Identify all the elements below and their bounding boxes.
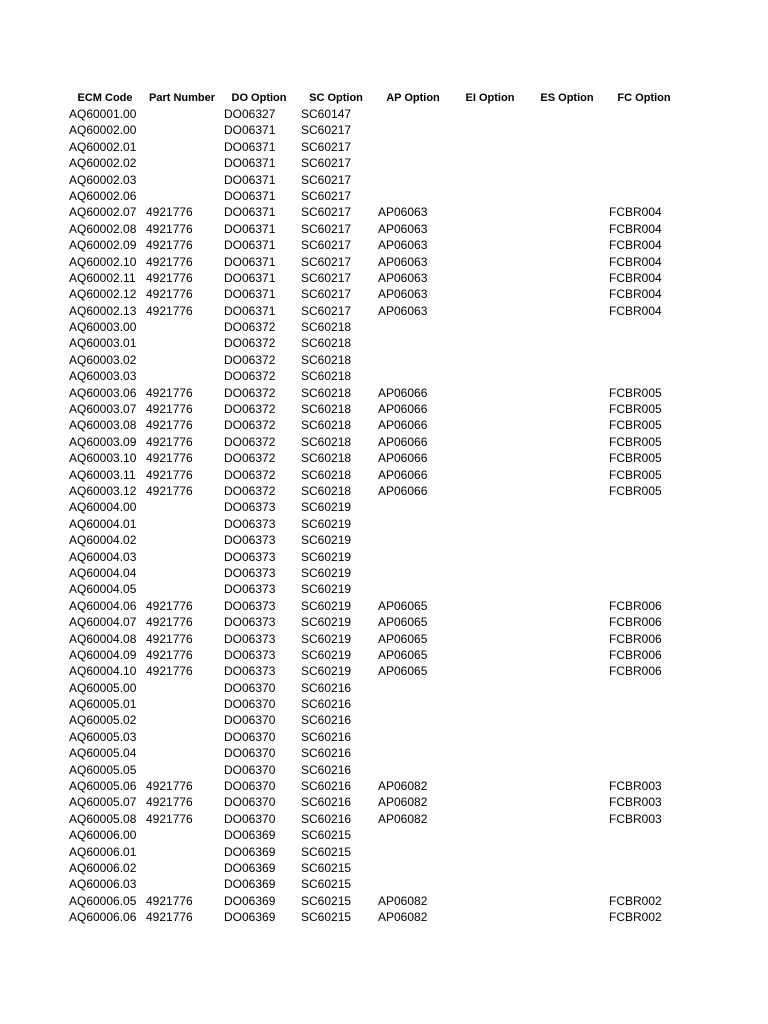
table-row <box>0 467 768 483</box>
table-row <box>0 876 768 892</box>
table-row <box>0 286 768 302</box>
ecm-code-cell: AQ60003.09 <box>69 434 137 449</box>
do-option-cell: DO06370 <box>224 762 276 777</box>
ecm-code-cell: AQ60003.00 <box>69 320 137 335</box>
ecm-code-cell: AQ60002.06 <box>69 188 137 203</box>
table-row <box>0 581 768 597</box>
table-row <box>0 549 768 565</box>
do-option-cell: DO06369 <box>224 828 276 843</box>
ap-option-cell: AP06063 <box>378 270 428 285</box>
fc-option-cell: FCBR004 <box>609 238 662 253</box>
do-option-cell: DO06370 <box>224 746 276 761</box>
ap-option-cell: AP06063 <box>378 205 428 220</box>
do-option-cell: DO06370 <box>224 697 276 712</box>
fc-option-cell: FCBR003 <box>609 795 662 810</box>
sc-option-cell: SC60216 <box>301 746 352 761</box>
do-option-cell: DO06373 <box>224 516 276 531</box>
table-row <box>0 385 768 401</box>
header-ecm-code: ECM Code <box>77 92 133 104</box>
fc-option-cell: FCBR005 <box>609 483 662 498</box>
sc-option-cell: SC60215 <box>301 893 352 908</box>
ecm-code-cell: AQ60005.08 <box>69 811 137 826</box>
sc-option-cell: SC60217 <box>301 123 352 138</box>
sc-option-cell: SC60218 <box>301 320 352 335</box>
part-number-cell: 4921776 <box>146 893 193 908</box>
do-option-cell: DO06373 <box>224 565 276 580</box>
do-option-cell: DO06372 <box>224 434 276 449</box>
sc-option-cell: SC60215 <box>301 844 352 859</box>
table-row <box>0 712 768 728</box>
sc-option-cell: SC60218 <box>301 434 352 449</box>
sc-option-cell: SC60219 <box>301 664 352 679</box>
part-number-cell: 4921776 <box>146 811 193 826</box>
table-row <box>0 745 768 761</box>
ap-option-cell: AP06063 <box>378 287 428 302</box>
ecm-code-cell: AQ60006.01 <box>69 844 137 859</box>
sc-option-cell: SC60216 <box>301 680 352 695</box>
sc-option-cell: SC60219 <box>301 598 352 613</box>
ecm-code-cell: AQ60006.00 <box>69 828 137 843</box>
ap-option-cell: AP06066 <box>378 483 428 498</box>
ecm-code-cell: AQ60004.10 <box>69 664 137 679</box>
do-option-cell: DO06370 <box>224 713 276 728</box>
fc-option-cell: FCBR003 <box>609 811 662 826</box>
table-body <box>0 106 768 926</box>
sc-option-cell: SC60219 <box>301 565 352 580</box>
ap-option-cell: AP06063 <box>378 254 428 269</box>
sc-option-cell: SC60217 <box>301 172 352 187</box>
table-row <box>0 762 768 778</box>
do-option-cell: DO06373 <box>224 582 276 597</box>
ap-option-cell: AP06082 <box>378 811 428 826</box>
ecm-code-cell: AQ60002.09 <box>69 238 137 253</box>
ecm-code-cell: AQ60003.11 <box>69 467 136 482</box>
table-row <box>0 139 768 155</box>
table-row <box>0 729 768 745</box>
ecm-code-cell: AQ60003.01 <box>69 336 137 351</box>
header-es-option: ES Option <box>540 92 594 104</box>
sc-option-cell: SC60219 <box>301 615 352 630</box>
sc-option-cell: SC60217 <box>301 303 352 318</box>
do-option-cell: DO06369 <box>224 860 276 875</box>
sc-option-cell: SC60217 <box>301 238 352 253</box>
sc-option-cell: SC60218 <box>301 451 352 466</box>
part-number-cell: 4921776 <box>146 598 193 613</box>
header-sc-option: SC Option <box>309 92 363 104</box>
sc-option-cell: SC60218 <box>301 402 352 417</box>
table-row <box>0 565 768 581</box>
part-number-cell: 4921776 <box>146 402 193 417</box>
do-option-cell: DO06373 <box>224 664 276 679</box>
fc-option-cell: FCBR005 <box>609 385 662 400</box>
sc-option-cell: SC60219 <box>301 533 352 548</box>
do-option-cell: DO06371 <box>224 287 276 302</box>
do-option-cell: DO06373 <box>224 615 276 630</box>
part-number-cell: 4921776 <box>146 221 193 236</box>
do-option-cell: DO06369 <box>224 877 276 892</box>
do-option-cell: DO06369 <box>224 910 276 925</box>
part-number-cell: 4921776 <box>146 287 193 302</box>
table-row <box>0 778 768 794</box>
table-row <box>0 516 768 532</box>
part-number-cell: 4921776 <box>146 779 193 794</box>
ecm-code-cell: AQ60004.02 <box>69 533 137 548</box>
table-row <box>0 844 768 860</box>
ap-option-cell: AP06066 <box>378 451 428 466</box>
part-number-cell: 4921776 <box>146 647 193 662</box>
fc-option-cell: FCBR005 <box>609 402 662 417</box>
sc-option-cell: SC60216 <box>301 713 352 728</box>
ecm-code-cell: AQ60003.08 <box>69 418 137 433</box>
part-number-cell: 4921776 <box>146 795 193 810</box>
fc-option-cell: FCBR004 <box>609 270 662 285</box>
do-option-cell: DO06373 <box>224 549 276 564</box>
ecm-code-cell: AQ60005.01 <box>69 697 137 712</box>
table-header-row <box>0 90 768 106</box>
table-row <box>0 483 768 499</box>
header-part-number: Part Number <box>148 92 216 104</box>
do-option-cell: DO06327 <box>224 107 276 121</box>
ecm-code-cell: AQ60004.06 <box>69 598 137 613</box>
do-option-cell: DO06372 <box>224 385 276 400</box>
table-row <box>0 122 768 138</box>
table-row <box>0 335 768 351</box>
table-row <box>0 860 768 876</box>
do-option-cell: DO06371 <box>224 123 276 138</box>
do-option-cell: DO06373 <box>224 647 276 662</box>
fc-option-cell: FCBR005 <box>609 467 662 482</box>
do-option-cell: DO06371 <box>224 172 276 187</box>
table-row <box>0 237 768 253</box>
ecm-code-cell: AQ60003.10 <box>69 451 137 466</box>
do-option-cell: DO06371 <box>224 221 276 236</box>
ap-option-cell: AP06082 <box>378 779 428 794</box>
sc-option-cell: SC60217 <box>301 287 352 302</box>
sc-option-cell: SC60216 <box>301 697 352 712</box>
fc-option-cell: FCBR003 <box>609 779 662 794</box>
ecm-code-cell: AQ60002.00 <box>69 123 137 138</box>
do-option-cell: DO06372 <box>224 369 276 384</box>
fc-option-cell: FCBR005 <box>609 434 662 449</box>
ap-option-cell: AP06082 <box>378 893 428 908</box>
part-number-cell: 4921776 <box>146 451 193 466</box>
part-number-cell: 4921776 <box>146 205 193 220</box>
table-row <box>0 417 768 433</box>
fc-option-cell: FCBR002 <box>609 893 662 908</box>
part-number-cell: 4921776 <box>146 631 193 646</box>
do-option-cell: DO06372 <box>224 402 276 417</box>
sc-option-cell: SC60216 <box>301 811 352 826</box>
ecm-code-cell: AQ60005.07 <box>69 795 137 810</box>
ap-option-cell: AP06066 <box>378 385 428 400</box>
table-row <box>0 401 768 417</box>
do-option-cell: DO06371 <box>224 270 276 285</box>
ecm-code-cell: AQ60006.05 <box>69 893 137 908</box>
fc-option-cell: FCBR006 <box>609 647 662 662</box>
fc-option-cell: FCBR005 <box>609 451 662 466</box>
ap-option-cell: AP06066 <box>378 467 428 482</box>
table-row <box>0 499 768 515</box>
ap-option-cell: AP06063 <box>378 303 428 318</box>
sc-option-cell: SC60218 <box>301 418 352 433</box>
sc-option-cell: SC60219 <box>301 516 352 531</box>
sc-option-cell: SC60219 <box>301 500 352 515</box>
fc-option-cell: FCBR006 <box>609 615 662 630</box>
sc-option-cell: SC60218 <box>301 385 352 400</box>
ecm-code-cell: AQ60005.00 <box>69 680 137 695</box>
sc-option-cell: SC60217 <box>301 156 352 171</box>
part-number-cell: 4921776 <box>146 270 193 285</box>
ap-option-cell: AP06066 <box>378 402 428 417</box>
table-row <box>0 631 768 647</box>
sc-option-cell: SC60217 <box>301 139 352 154</box>
table-row <box>0 221 768 237</box>
ap-option-cell: AP06066 <box>378 418 428 433</box>
ecm-code-cell: AQ60004.01 <box>69 516 137 531</box>
do-option-cell: DO06372 <box>224 418 276 433</box>
do-option-cell: DO06370 <box>224 680 276 695</box>
sc-option-cell: SC60219 <box>301 549 352 564</box>
ecm-code-cell: AQ60005.02 <box>69 713 137 728</box>
do-option-cell: DO06373 <box>224 598 276 613</box>
ap-option-cell: AP06065 <box>378 664 428 679</box>
ap-option-cell: AP06063 <box>378 238 428 253</box>
part-number-cell: 4921776 <box>146 483 193 498</box>
table-row <box>0 614 768 630</box>
fc-option-cell: FCBR004 <box>609 205 662 220</box>
table-row <box>0 434 768 450</box>
table-row <box>0 106 768 122</box>
fc-option-cell: FCBR004 <box>609 254 662 269</box>
ecm-code-cell: AQ60002.08 <box>69 221 137 236</box>
sc-option-cell: SC60215 <box>301 860 352 875</box>
fc-option-cell: FCBR002 <box>609 910 662 925</box>
table-row <box>0 893 768 909</box>
ecm-code-cell: AQ60006.02 <box>69 860 137 875</box>
do-option-cell: DO06370 <box>224 729 276 744</box>
sc-option-cell: SC60218 <box>301 369 352 384</box>
sc-option-cell: SC60215 <box>301 877 352 892</box>
do-option-cell: DO06371 <box>224 205 276 220</box>
table-row <box>0 204 768 220</box>
ecm-code-cell: AQ60006.06 <box>69 910 137 925</box>
ecm-code-cell: AQ60005.04 <box>69 746 137 761</box>
sc-option-cell: SC60215 <box>301 910 352 925</box>
table-row <box>0 532 768 548</box>
sc-option-cell: SC60219 <box>301 631 352 646</box>
table-row <box>0 155 768 171</box>
table-row <box>0 368 768 384</box>
table-row <box>0 188 768 204</box>
fc-option-cell: FCBR005 <box>609 418 662 433</box>
table-row <box>0 696 768 712</box>
ecm-code-cell: AQ60004.07 <box>69 615 137 630</box>
fc-option-cell: FCBR004 <box>609 221 662 236</box>
sc-option-cell: SC60217 <box>301 205 352 220</box>
ecm-code-cell: AQ60004.04 <box>69 565 137 580</box>
sc-option-cell: SC60219 <box>301 582 352 597</box>
sc-option-cell: SC60216 <box>301 762 352 777</box>
ap-option-cell: AP06065 <box>378 631 428 646</box>
table-row <box>0 319 768 335</box>
ecm-code-cell: AQ60006.03 <box>69 877 137 892</box>
do-option-cell: DO06371 <box>224 156 276 171</box>
table-row <box>0 254 768 270</box>
table-row <box>0 303 768 319</box>
table-row <box>0 811 768 827</box>
header-ei-option: EI Option <box>465 92 515 104</box>
part-number-cell: 4921776 <box>146 303 193 318</box>
ecm-code-cell: AQ60003.07 <box>69 402 137 417</box>
do-option-cell: DO06372 <box>224 352 276 367</box>
sc-option-cell: SC60218 <box>301 352 352 367</box>
ecm-code-cell: AQ60004.08 <box>69 631 137 646</box>
sc-option-cell: SC60216 <box>301 795 352 810</box>
do-option-cell: DO06369 <box>224 844 276 859</box>
do-option-cell: DO06370 <box>224 779 276 794</box>
do-option-cell: DO06370 <box>224 795 276 810</box>
table-row <box>0 827 768 843</box>
part-number-cell: 4921776 <box>146 434 193 449</box>
ecm-code-cell: AQ60004.09 <box>69 647 137 662</box>
table-row <box>0 909 768 925</box>
ecm-code-cell: AQ60004.00 <box>69 500 137 515</box>
fc-option-cell: FCBR006 <box>609 598 662 613</box>
sc-option-cell: SC60216 <box>301 729 352 744</box>
table-row <box>0 680 768 696</box>
ap-option-cell: AP06082 <box>378 910 428 925</box>
header-fc-option: FC Option <box>617 92 671 104</box>
do-option-cell: DO06371 <box>224 188 276 203</box>
ecm-code-cell: AQ60001.00 <box>69 107 137 121</box>
do-option-cell: DO06372 <box>224 336 276 351</box>
sc-option-cell: SC60147 <box>301 107 352 121</box>
sc-option-cell: SC60217 <box>301 221 352 236</box>
fc-option-cell: FCBR006 <box>609 664 662 679</box>
ecm-code-cell: AQ60003.02 <box>69 352 137 367</box>
part-number-cell: 4921776 <box>146 910 193 925</box>
part-number-cell: 4921776 <box>146 238 193 253</box>
do-option-cell: DO06372 <box>224 320 276 335</box>
table-row <box>0 172 768 188</box>
ap-option-cell: AP06066 <box>378 434 428 449</box>
table-row <box>0 352 768 368</box>
part-number-cell: 4921776 <box>146 418 193 433</box>
do-option-cell: DO06371 <box>224 238 276 253</box>
do-option-cell: DO06371 <box>224 139 276 154</box>
part-number-cell: 4921776 <box>146 467 193 482</box>
fc-option-cell: FCBR006 <box>609 631 662 646</box>
header-ap-option: AP Option <box>386 92 440 104</box>
do-option-cell: DO06372 <box>224 451 276 466</box>
table-row <box>0 663 768 679</box>
ecm-code-cell: AQ60002.02 <box>69 156 137 171</box>
do-option-cell: DO06370 <box>224 811 276 826</box>
ap-option-cell: AP06082 <box>378 795 428 810</box>
table-row <box>0 270 768 286</box>
ecm-code-cell: AQ60005.03 <box>69 729 137 744</box>
table-row <box>0 598 768 614</box>
sc-option-cell: SC60219 <box>301 647 352 662</box>
ecm-code-cell: AQ60005.06 <box>69 779 137 794</box>
part-number-cell: 4921776 <box>146 615 193 630</box>
do-option-cell: DO06373 <box>224 500 276 515</box>
sc-option-cell: SC60217 <box>301 188 352 203</box>
do-option-cell: DO06371 <box>224 254 276 269</box>
header-do-option: DO Option <box>231 92 287 104</box>
ecm-code-cell: AQ60003.06 <box>69 385 137 400</box>
ap-option-cell: AP06063 <box>378 221 428 236</box>
sc-option-cell: SC60218 <box>301 336 352 351</box>
part-number-cell: 4921776 <box>146 254 193 269</box>
part-number-cell: 4921776 <box>146 385 193 400</box>
ecm-code-cell: AQ60004.03 <box>69 549 137 564</box>
do-option-cell: DO06372 <box>224 467 276 482</box>
sc-option-cell: SC60216 <box>301 779 352 794</box>
do-option-cell: DO06373 <box>224 631 276 646</box>
sc-option-cell: SC60218 <box>301 483 352 498</box>
part-number-cell: 4921776 <box>146 664 193 679</box>
ecm-code-cell: AQ60002.10 <box>69 254 137 269</box>
ecm-code-cell: AQ60002.11 <box>69 270 136 285</box>
do-option-cell: DO06372 <box>224 483 276 498</box>
sc-option-cell: SC60215 <box>301 828 352 843</box>
ecm-code-cell: AQ60002.01 <box>69 139 137 154</box>
table-row <box>0 647 768 663</box>
ecm-options-table <box>0 90 768 926</box>
sc-option-cell: SC60217 <box>301 270 352 285</box>
ecm-code-cell: AQ60002.12 <box>69 287 137 302</box>
do-option-cell: DO06369 <box>224 893 276 908</box>
fc-option-cell: FCBR004 <box>609 303 662 318</box>
ecm-code-cell: AQ60004.05 <box>69 582 137 597</box>
ap-option-cell: AP06065 <box>378 647 428 662</box>
sc-option-cell: SC60217 <box>301 254 352 269</box>
ap-option-cell: AP06065 <box>378 615 428 630</box>
sc-option-cell: SC60218 <box>301 467 352 482</box>
ecm-code-cell: AQ60003.03 <box>69 369 137 384</box>
table-row <box>0 794 768 810</box>
do-option-cell: DO06373 <box>224 533 276 548</box>
table-row <box>0 450 768 466</box>
ecm-code-cell: AQ60003.12 <box>69 483 137 498</box>
do-option-cell: DO06371 <box>224 303 276 318</box>
ecm-code-cell: AQ60002.07 <box>69 205 137 220</box>
ecm-code-cell: AQ60005.05 <box>69 762 137 777</box>
ap-option-cell: AP06065 <box>378 598 428 613</box>
ecm-code-cell: AQ60002.13 <box>69 303 137 318</box>
ecm-code-cell: AQ60002.03 <box>69 172 137 187</box>
fc-option-cell: FCBR004 <box>609 287 662 302</box>
